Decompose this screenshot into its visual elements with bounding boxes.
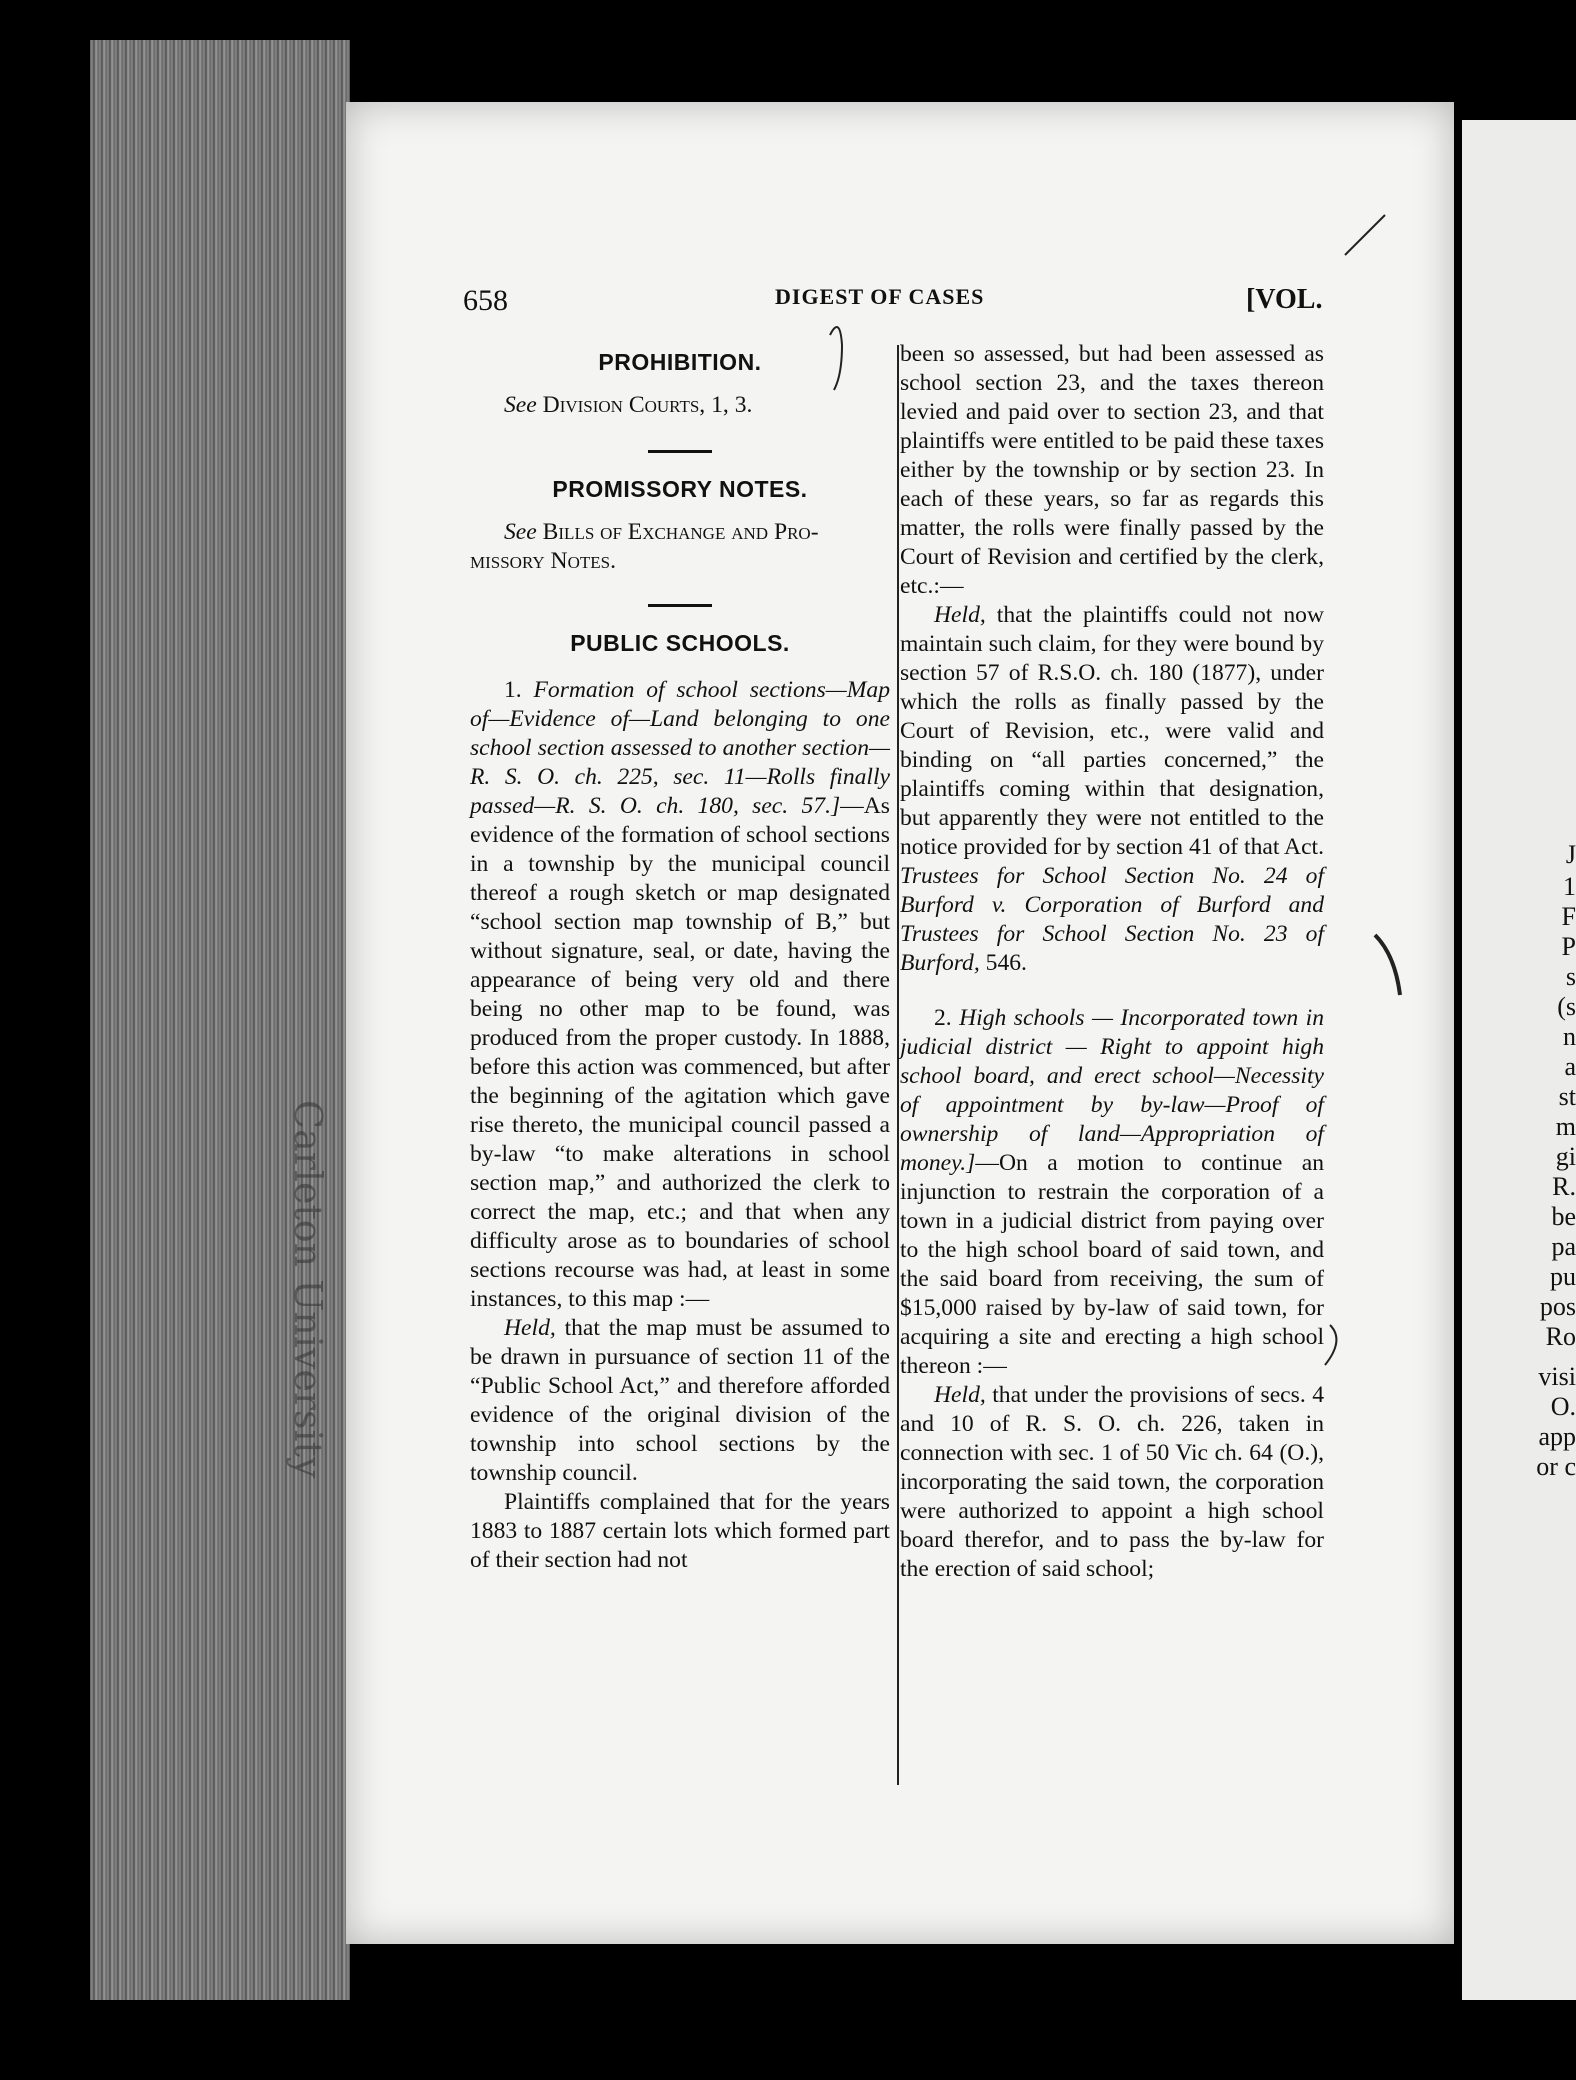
facts-paragraph: Plaintiffs complained that for the years 1883 to 1887 certain lots which formed part of their section had not [470, 1489, 890, 1573]
facing-page-text: P [1561, 932, 1576, 961]
facing-page-text: O. [1550, 1392, 1576, 1421]
facing-page-text: or c [1536, 1452, 1576, 1481]
entry-catchwords: Formation of school sections—Map of—Evidence of—Land belonging to one school section assessed to another section—R. S. O. ch. 225, sec. 11—Rolls finally passed—R. S. O. ch. 180, sec. 57.] [470, 677, 890, 819]
heading-prohibition: PROHIBITION. [598, 349, 762, 375]
heading-public-schools: PUBLIC SCHOOLS. [570, 630, 790, 656]
entry-text: —As evidence of the formation of school sections in a township by the municipal council thereof a rough sketch or map designated “school section map township of B,” but without signature, seal, or date, having the appearance of being very old and there being no other map to be found, was produced from the proper custody. In 1888, before this action was commenced, but after the beginning of the agitation which gave rise thereto, the municipal council passed a by-law “to make alterations in school section map,” and authorized the clerk to correct the map, etc.; and that when any difficulty arose as to boundaries of school sections recourse was had, at least in some instances, to this map :— [470, 793, 890, 1312]
facing-page-text: pa [1551, 1232, 1576, 1261]
facing-page-text: st [1558, 1082, 1576, 1111]
page-number: 658 [463, 284, 508, 317]
case-citation: 546. [985, 950, 1027, 976]
entry-text: —On a motion to continue an injunction to restrain the corporation of a town in a judicial district from paying over to the high school board of said town, and the said board from receiving, the sum of $15,000 raised by by-law of said town, for acquiring a site and erecting a high school thereon :— [900, 1150, 1324, 1379]
heading-promissory-notes: PROMISSORY NOTES. [552, 476, 808, 502]
facing-page-text: a [1564, 1052, 1576, 1081]
holding-text: that under the provisions of secs. 4 and 10 of R. S. O. ch. 226, taken in connection with sec. 1 of 50 Vic ch. 64 (O.), incorporating the said town, the corporation were authorized to appoint a high school board therefor, and to pass the by-law for the erection of said school; [900, 1382, 1324, 1582]
facing-page-text: Ro [1545, 1322, 1576, 1351]
entry-catchwords: High schools — Incorporated town in judicial district — Right to appoint high school board, and erect school—Necessity of appointment by by-law—Proof of ownership of land—Appropriation of money.] [900, 1005, 1324, 1176]
facing-page-text: n [1563, 1022, 1576, 1051]
facing-page-text: 1 [1563, 872, 1576, 901]
facing-page-text: gi [1555, 1142, 1576, 1171]
continued-paragraph: been so assessed, but had been assessed as school section 23, and the taxes thereon levied and paid over to section 23, and that plaintiffs were entitled to be paid these taxes either by the township or by section 23. In each of these years, so far as regards this matter, the rolls were finally passed by the Court of Revision and certified by the clerk, etc.:— [900, 341, 1324, 599]
cross-reference-target: Bills of Exchange and Pro- [542, 519, 819, 545]
facing-page-text: R. [1552, 1172, 1576, 1201]
held-word: Held, [504, 1315, 556, 1341]
facing-page-text: app [1538, 1422, 1576, 1451]
entry-number: 1. [504, 677, 522, 703]
facing-page-text: pu [1550, 1262, 1576, 1291]
facing-page-text: (s [1557, 992, 1576, 1021]
cross-reference-target: missory Notes. [470, 548, 616, 574]
see-word: See [504, 519, 537, 545]
facing-page-text: visi [1538, 1362, 1576, 1391]
library-stamp: Carleton University [286, 1100, 330, 1479]
holding-text: that the map must be assumed to be drawn in pursuance of section 11 of the “Public School Act,” and therefore afforded evidence of the original division of the township into school sections by the township council. [470, 1315, 890, 1486]
facing-page-text: s [1565, 962, 1576, 991]
held-word: Held, [934, 602, 986, 628]
entry-number: 2. [934, 1005, 952, 1031]
facing-page-text: J [1565, 840, 1576, 869]
facing-page-text: F [1561, 902, 1576, 931]
facing-page-text: be [1551, 1202, 1576, 1231]
see-word: See [504, 392, 537, 418]
holding-text: that the plaintiffs could not now maintain such claim, for they were bound by section 57 of R.S.O. ch. 180 (1877), under which the rolls as finally passed by the Court of Revision, etc., were valid and binding on “all parties concerned,” the plaintiffs coming within that designation, but apparently they were not entitled to the notice provided for by section 41 of that Act. [900, 602, 1324, 860]
facing-page-text: pos [1539, 1292, 1576, 1321]
cross-reference-target: Division Courts, 1, 3. [542, 392, 753, 418]
held-word: Held, [934, 1382, 986, 1408]
volume-label: [VOL. [1246, 284, 1323, 315]
running-title: DIGEST OF CASES [775, 284, 985, 309]
facing-page-text: m [1555, 1112, 1576, 1141]
case-name: Trustees for School Section No. 24 of Burford v. Corporation of Burford and Trustees for School Section No. 23 of Burford, [900, 863, 1324, 976]
